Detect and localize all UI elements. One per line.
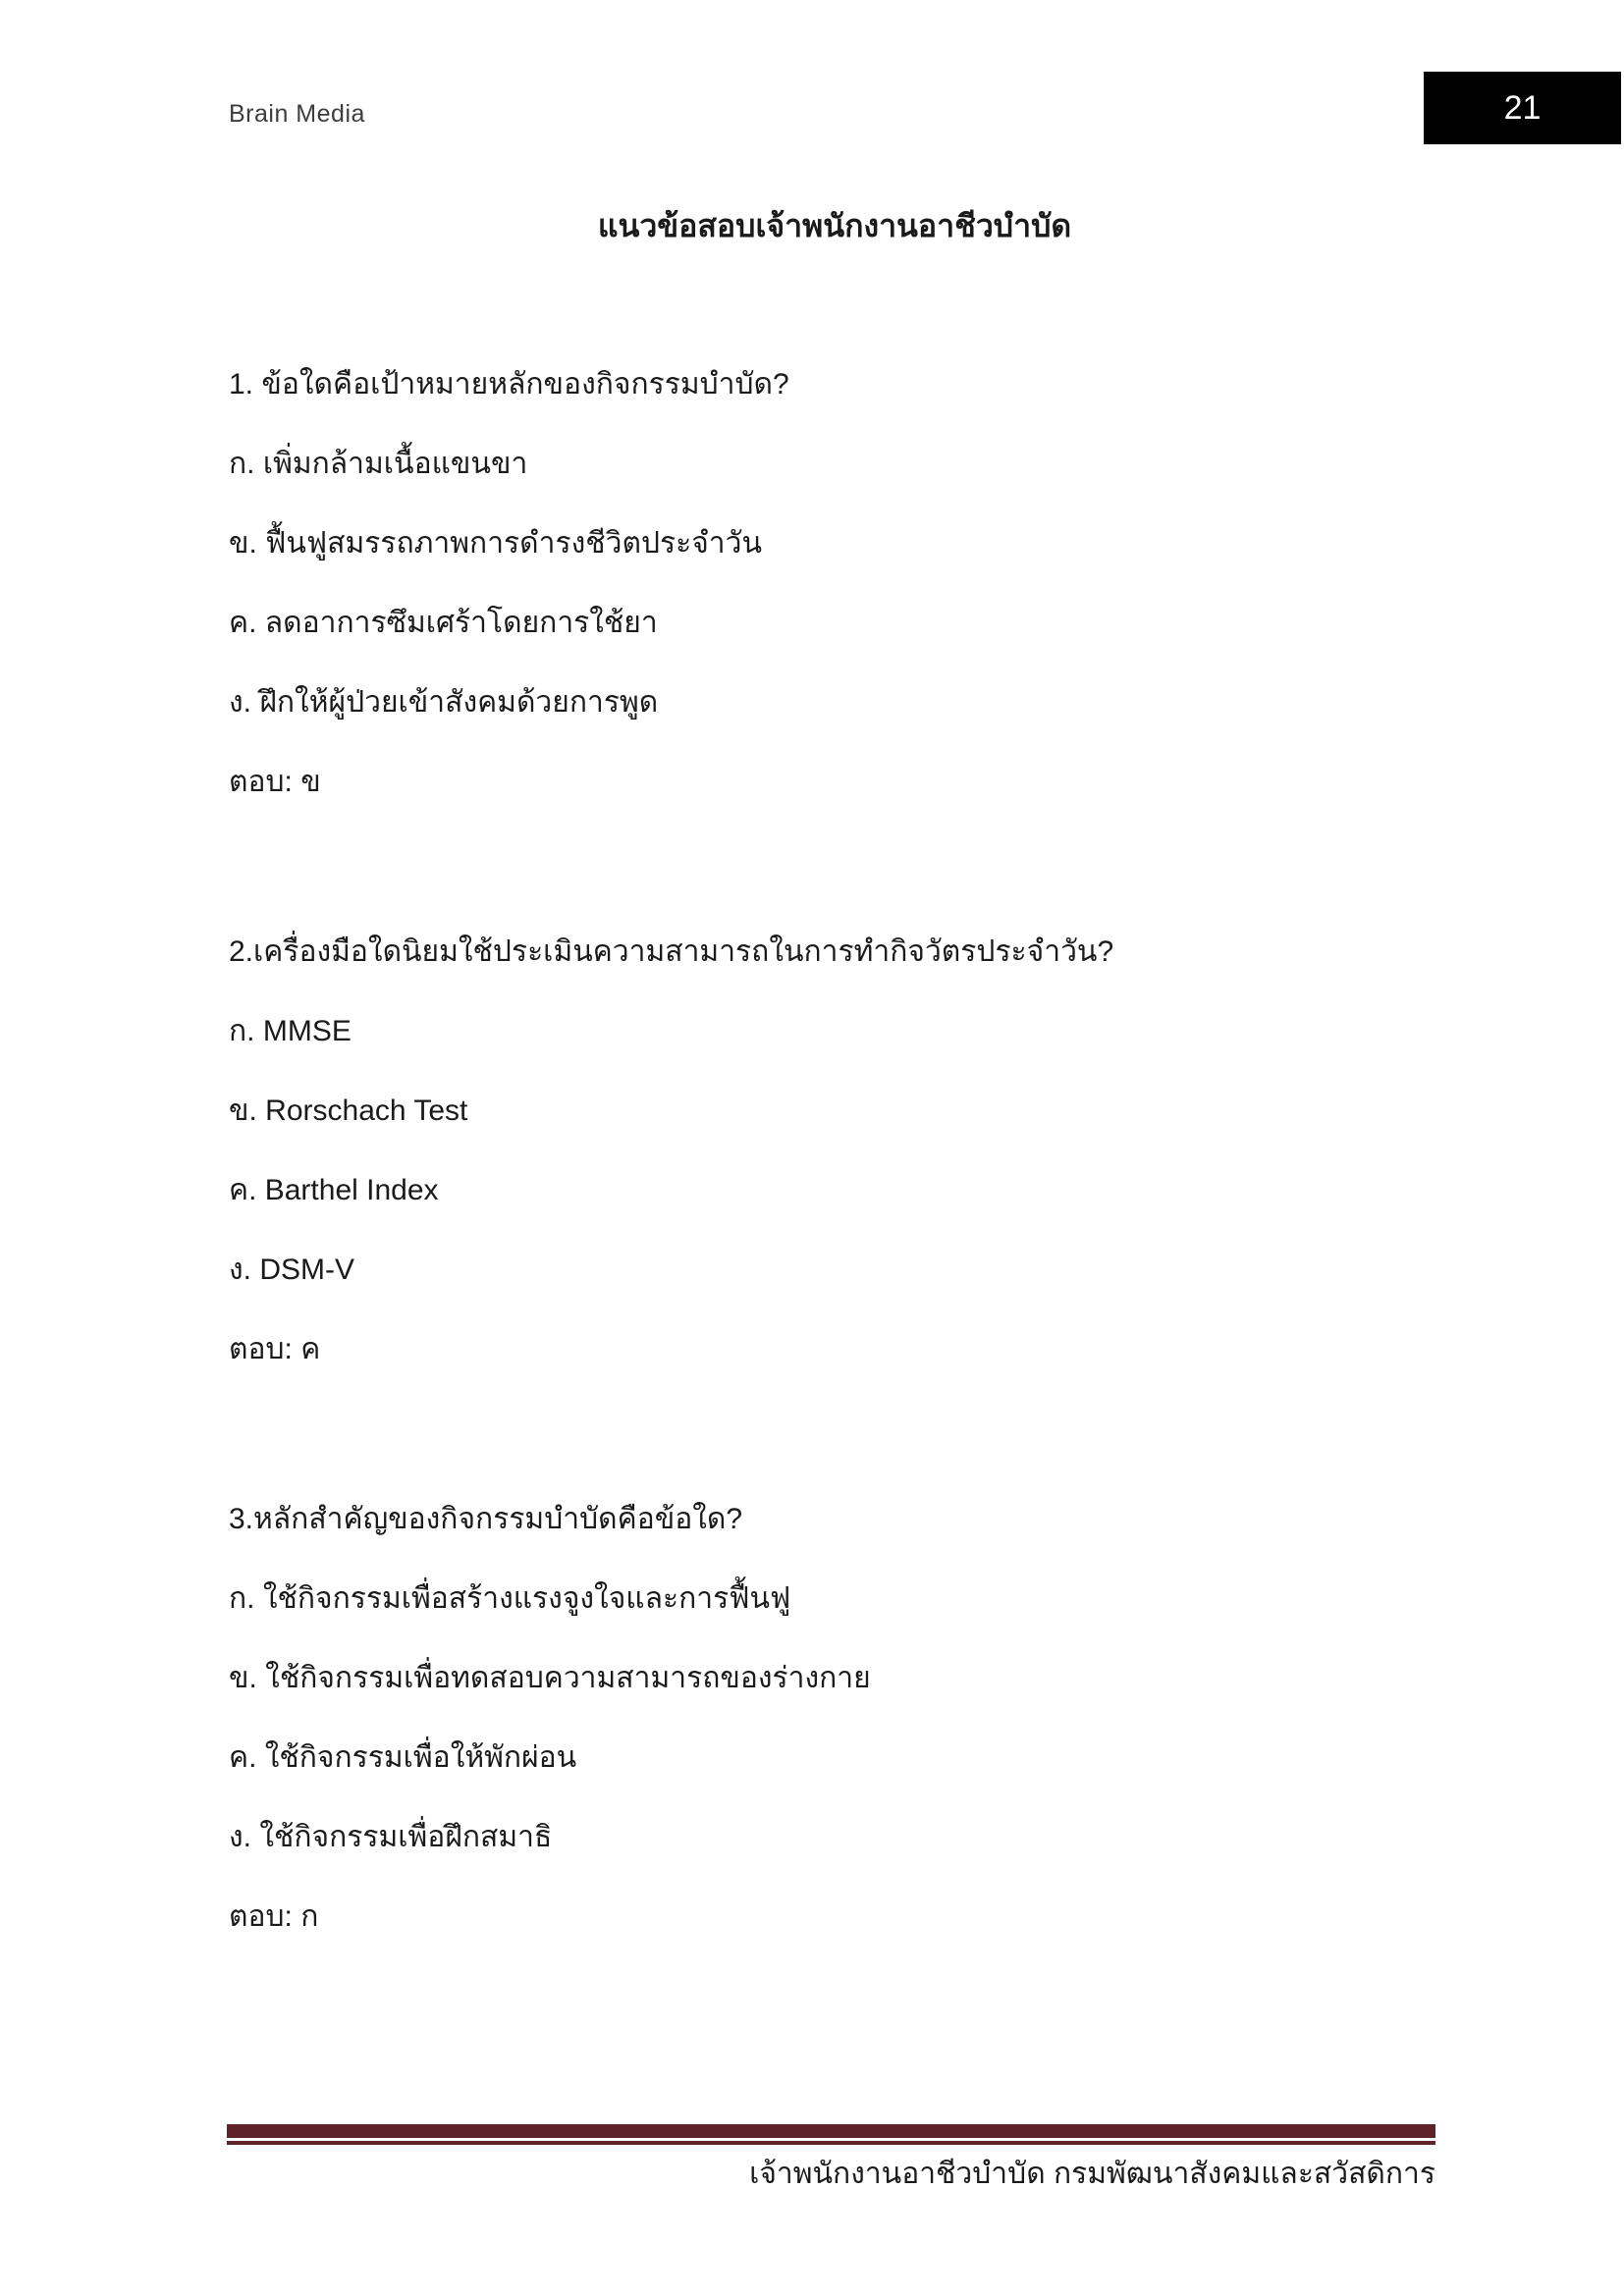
option-b: ข. ฟื้นฟูสมรรถภาพการดำรงชีวิตประจำวัน bbox=[229, 527, 762, 560]
footer-divider-thick bbox=[227, 2124, 1435, 2138]
answer-text: ตอบ: ค bbox=[229, 1333, 321, 1365]
page-title: แนวข้อสอบเจ้าพนักงานอาชีวบำบัด bbox=[597, 208, 1072, 243]
option-c: ค. ใช้กิจกรรมเพื่อให้พักผ่อน bbox=[229, 1741, 577, 1774]
page-number: 21 bbox=[1503, 88, 1542, 127]
option-a: ก. ใช้กิจกรรมเพื่อสร้างแรงจูงใจและการฟื้นฟู bbox=[229, 1582, 791, 1615]
option-c: ค. ลดอาการซึมเศร้าโดยการใช้ยา bbox=[229, 607, 658, 639]
option-d: ง. DSM-V bbox=[229, 1254, 354, 1286]
footer-divider-thin bbox=[227, 2141, 1435, 2145]
question-block-2 bbox=[229, 912, 1440, 1389]
question-text: 3.หลักสำคัญของกิจกรรมบำบัดคือข้อใด? bbox=[229, 1503, 743, 1535]
question-block-3 bbox=[229, 1479, 1440, 1956]
option-b: ข. ใช้กิจกรรมเพื่อทดสอบความสามารถของร่างกาย bbox=[229, 1662, 871, 1694]
questions-area bbox=[229, 345, 1440, 1956]
option-c: ค. Barthel Index bbox=[229, 1174, 439, 1206]
option-b: ข. Rorschach Test bbox=[229, 1095, 468, 1127]
option-d: ง. ฝึกให้ผู้ป่วยเข้าสังคมด้วยการพูด bbox=[229, 686, 659, 719]
option-d: ง. ใช้กิจกรรมเพื่อฝึกสมาธิ bbox=[229, 1821, 553, 1853]
option-a: ก. MMSE bbox=[229, 1015, 352, 1047]
brand-text: Brain Media bbox=[229, 100, 365, 128]
footer-text: เจ้าพนักงานอาชีวบำบัด กรมพัฒนาสังคมและสวัสดิการ bbox=[749, 2158, 1435, 2190]
question-text: 2.เครื่องมือใดนิยมใช้ประเมินความสามารถในการทำกิจวัตรประจำวัน? bbox=[229, 935, 1114, 968]
page-number-badge bbox=[1424, 72, 1621, 144]
answer-text: ตอบ: ก bbox=[229, 1900, 319, 1933]
question-text: 1. ข้อใดคือเป้าหมายหลักของกิจกรรมบำบัด? bbox=[229, 368, 789, 400]
question-block-1 bbox=[229, 345, 1440, 822]
answer-text: ตอบ: ข bbox=[229, 766, 321, 798]
option-a: ก. เพิ่มกล้ามเนื้อแขนขา bbox=[229, 448, 528, 480]
